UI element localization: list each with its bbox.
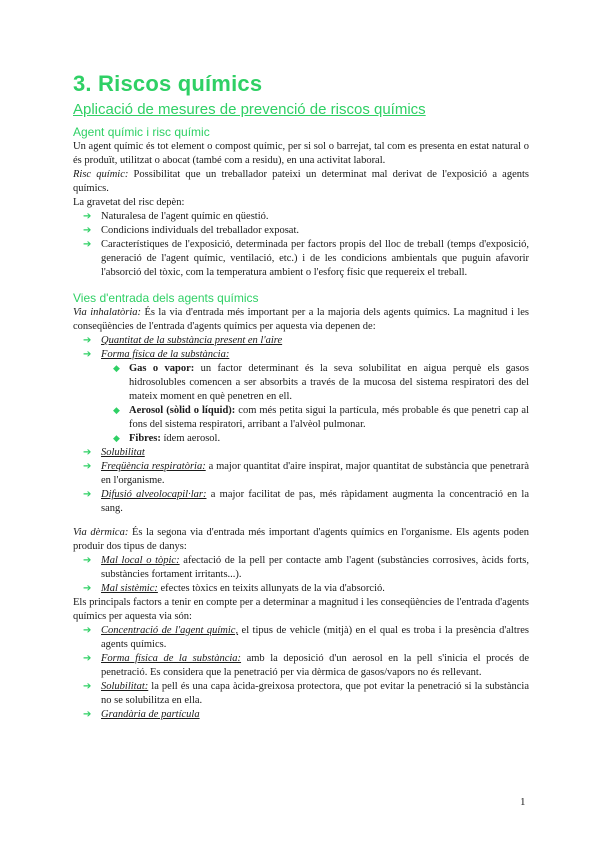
dermal-list: [73, 554, 529, 596]
paragraph-severity: La gravetat del risc depèn:: [73, 197, 185, 208]
list-item: ◆ Gas o vapor: un factor determinant és la seva solubilitat en aigua perquè els gasos hidrosolubles comencen a ser absorbits a través de la mucosa del sistema respiratori des del mateix moment en què penetren en ell.: [113, 363, 530, 402]
paragraph-inhalation: Via inhalatòria: És la via d'entrada més important per a la majoria dels agents químics. La magnitud i les conseqüències de l'entrada d'agents químics per aquesta via depenen de:: [73, 307, 529, 332]
arrow-right-icon: ➔: [83, 681, 92, 692]
list-item: ➔ Condicions individuals del treballador exposat.: [83, 225, 300, 236]
list-item: ➔ Grandària de partícula: [83, 709, 200, 720]
diamond-icon: ◆: [113, 434, 120, 444]
factors-list: [73, 624, 529, 722]
list-item: ➔ Forma física de la substància: ◆ Gas o vapor: un factor determinant és la seva solubilitat en aigua perquè els gasos hidrosolubles comencen a ser absorbits a través de la mucosa del sistema respiratori des del mateix moment en què penetren en ell. ◆ Aerosol (sòlid o líquid): com més petita sigui la partícula, més probable és que penetri cap al fons del sistema respiratori, arribant a l'alvèol pulmonar. ◆ Fibres: ídem aerosol.: [83, 349, 530, 444]
arrow-right-icon: ➔: [83, 239, 92, 250]
arrow-right-icon: ➔: [83, 335, 92, 346]
list-item: ➔ Freqüència respiratòria: a major quantitat d'aire inspirat, major quantitat de substància que penetrarà en l'organisme.: [83, 461, 529, 486]
diamond-icon: ◆: [113, 364, 120, 374]
arrow-right-icon: ➔: [83, 225, 92, 236]
paragraph-factors: Els principals factors a tenir en compte per a determinar a magnitud i les conseqüències de l'entrada d'agents químics per aquesta via són:: [73, 597, 529, 622]
list-item: ➔ Solubilitat: la pell és una capa àcida-greixosa protectora, que pot evitar la penetració si la substància no se solubilitza en ella.: [83, 681, 529, 706]
arrow-right-icon: ➔: [83, 625, 92, 636]
list-item: ➔ Quantitat de la substància present en l'aire: [83, 335, 283, 346]
list-item: ➔ Solubilitat: [83, 447, 145, 458]
section-heading-routes: Vies d'entrada dels agents químics: [73, 291, 259, 305]
list-item: ◆ Fibres: ídem aerosol.: [113, 433, 221, 444]
section-heading-agent: Agent químic i risc químic: [73, 125, 210, 139]
paragraph-agent-definition: Un agent químic és tot element o compost químic, per si sol o barrejat, tal com es presenta en estat natural o és produït, utilitzat o abocat (també com a residu), en una activitat laboral.: [73, 141, 529, 166]
arrow-right-icon: ➔: [83, 447, 92, 458]
paragraph-risk-definition: [73, 168, 529, 196]
arrow-right-icon: ➔: [83, 709, 92, 720]
inhalation-list: [73, 334, 529, 516]
arrow-right-icon: ➔: [83, 555, 92, 566]
diamond-icon: ◆: [113, 406, 120, 416]
risk-text: Possibilitat que un treballador pateixi un determinat mal derivat de l'exposició a agents químics.: [73, 169, 530, 194]
list-item: ➔ Naturalesa de l'agent químic en qüestió.: [83, 211, 269, 222]
arrow-right-icon: ➔: [83, 461, 92, 472]
list-item: ➔ Concentració de l'agent químic, el tipus de vehicle (mitjà) en el qual es troba i la presència d'altres agents químics.: [83, 625, 529, 650]
severity-list: [73, 210, 529, 280]
page-subtitle: Aplicació de mesures de prevenció de riscos químics: [73, 101, 426, 118]
list-item: ➔ Mal local o tòpic: afectació de la pell per contacte amb l'agent (substàncies corrosives, àcids forts, substàncies fortament irritants...).: [83, 555, 530, 580]
list-item: ◆ Aerosol (sòlid o líquid): com més petita sigui la partícula, més probable és que penetri cap al fons del sistema respiratori, arribant a l'alvèol pulmonar.: [113, 405, 529, 430]
list-item: ➔ Forma física de la substància: amb la deposició d'un aerosol en la pell s'inicia el procés de penetració. Es considera que la penetració per via dèrmica de gasos/vapors no és rellevant.: [83, 653, 529, 678]
document-page: [73, 70, 529, 722]
paragraph-dermal: Via dèrmica: És la segona via d'entrada més important d'agents químics en l'organisme. Els agents poden produir dos tipus de danys:: [73, 527, 529, 552]
risk-label: Risc químic:: [73, 169, 129, 180]
list-item: ➔ Mal sistèmic: efectes tòxics en teixits allunyats de la via d'absorció.: [83, 583, 385, 594]
physical-form-list: [101, 362, 529, 446]
list-item: ➔ Difusió alveolocapil·lar: a major facilitat de pas, més ràpidament augmenta la concentració en la sang.: [83, 489, 530, 514]
arrow-right-icon: ➔: [83, 489, 92, 500]
list-item: ➔ Característiques de l'exposició, determinada per factors propis del lloc de treball (temps d'exposició, generació de l'agent químic, ventilació, etc.) i de les condicions ambientals que puguin afavorir l'absorció del tòxic, com la temperatura ambient o l'esforç físic que requereix el treball.: [83, 239, 529, 278]
arrow-right-icon: ➔: [83, 211, 92, 222]
page-number: 1: [520, 796, 526, 808]
page-title: 3. Riscos químics: [73, 71, 263, 96]
arrow-right-icon: ➔: [83, 653, 92, 664]
arrow-right-icon: ➔: [83, 583, 92, 594]
arrow-right-icon: ➔: [83, 349, 92, 360]
